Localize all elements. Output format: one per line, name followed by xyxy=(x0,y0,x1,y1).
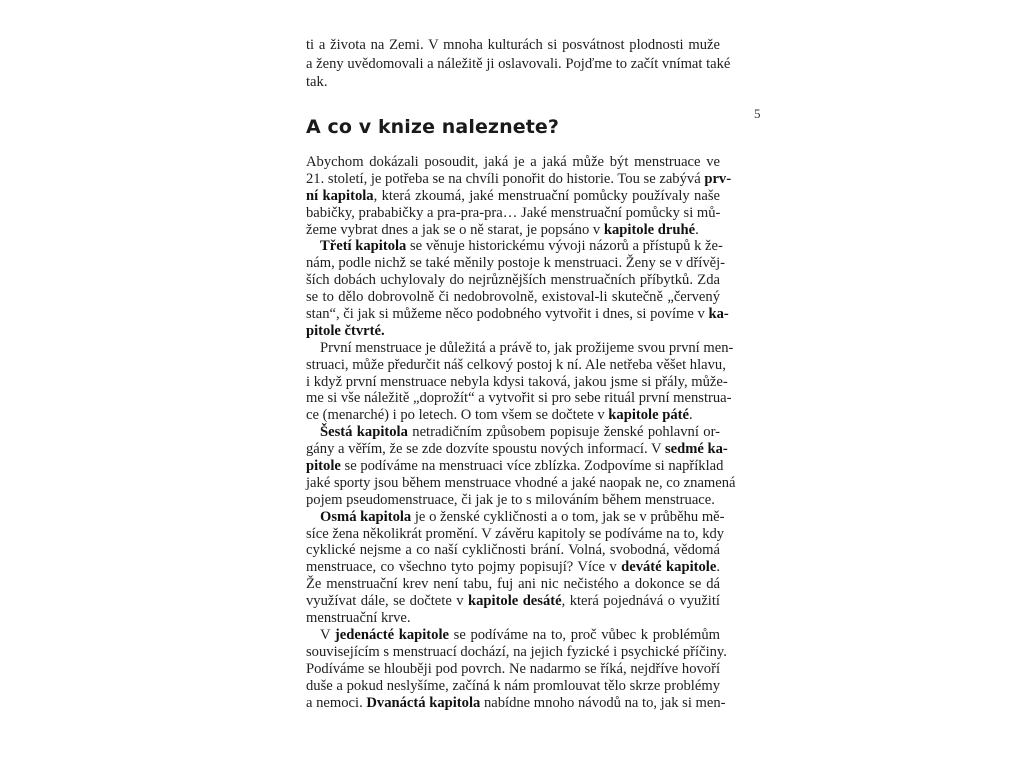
bold-chapter-reference: kapitole páté xyxy=(608,407,689,424)
bold-chapter-reference: prv- xyxy=(704,170,732,187)
text-line xyxy=(306,474,736,492)
bold-chapter-reference: Osmá kapitola xyxy=(320,508,412,525)
text-line xyxy=(306,559,720,576)
text-segment: a ženy uvědomovali a náležitě ji oslavovali. Pojďme to začít vnímat také xyxy=(306,55,731,72)
text-segment: a nemoci. xyxy=(306,694,367,711)
text-segment: síce žena několikrát promění. V závěru kapitoly se podíváme na to, kdy xyxy=(306,525,725,542)
bold-chapter-reference: pitole xyxy=(306,458,341,475)
text-line xyxy=(306,610,720,627)
text-segment: se podíváme na to, proč vůbec k problémům xyxy=(449,626,720,643)
text-line xyxy=(306,339,734,357)
bold-chapter-reference: deváté kapitole xyxy=(621,559,717,576)
bold-chapter-reference: kapitole druhé xyxy=(603,221,696,238)
text-line xyxy=(306,205,720,222)
text-segment: se to dělo dobrovolně či nedobrovolně, existoval-li skutečně „červený xyxy=(306,289,720,306)
text-line xyxy=(306,36,720,55)
section-body xyxy=(306,154,736,711)
text-segment: , která zkoumá, jaké menstruační pomůcky používaly naše xyxy=(373,187,720,204)
text-segment: menstruační krve. xyxy=(306,610,411,627)
text-segment: struaci, může předurčit náš celkový postoj k ní. Ale netřeba věšet hlavu, xyxy=(306,356,726,373)
text-segment: stan“, či jak si můžeme něco podobného vytvořit i dnes, si povíme v xyxy=(306,306,709,323)
text-segment: . xyxy=(716,559,720,576)
text-line xyxy=(306,323,720,340)
text-segment: babičky, prababičky a pra-pra-pra… Jaké menstruační pomůcky si mů- xyxy=(306,204,721,221)
bold-chapter-reference: Šestá kapitola xyxy=(320,424,408,441)
text-line xyxy=(306,407,720,424)
text-segment: se věnuje historickému vývoji názorů a přístupů k že- xyxy=(406,238,723,255)
text-line xyxy=(306,170,732,188)
text-line xyxy=(306,356,726,374)
text-segment: ti a života na Zemi. V mnoha kulturách si posvátnost plodnosti muže xyxy=(306,37,720,53)
bold-chapter-reference: Třetí kapitola xyxy=(320,238,407,255)
text-segment: gány a věřím, že se zde dozvíte spoustu nových informací. V xyxy=(306,441,665,458)
text-segment: duše a pokud neslyšíme, začíná k nám promlouvat tělo skrze problémy xyxy=(306,677,720,694)
text-line xyxy=(306,661,720,678)
text-segment: Abychom dokázali posoudit, jaká je a jaká může být menstruace ve xyxy=(306,154,720,170)
text-segment: je o ženské cykličnosti a o tom, jak se v průběhu mě- xyxy=(411,508,725,525)
text-segment: se podíváme na menstruaci více zblízka. Zodpovíme si například xyxy=(340,458,724,475)
text-line xyxy=(306,55,731,74)
text-segment: menstruace, co všechno tyto pojmy popisují? Více v xyxy=(306,559,622,576)
text-line xyxy=(306,306,729,323)
text-segment: me si vše náležitě „doprožít“ a vytvořit si pro sebe rituál první menstrua- xyxy=(306,390,732,407)
text-segment: tak. xyxy=(306,74,328,90)
text-line xyxy=(306,73,720,92)
text-segment: i když první menstruace nebyla kdysi taková, jakou jsme si přály, může- xyxy=(306,373,728,390)
text-line xyxy=(306,289,720,306)
text-segment: ších dobách uchylovaly do nejrůznějších menstruačních příbytků. Zda xyxy=(306,272,720,289)
bold-chapter-reference: kapitole desáté xyxy=(467,593,562,610)
bold-chapter-reference: Dvanáctá kapitola xyxy=(366,694,481,711)
text-line xyxy=(306,373,728,391)
text-segment: . xyxy=(688,407,693,424)
text-segment: nabídne mnoho návodů na to, jak si men- xyxy=(480,694,726,711)
text-segment: , která pojednává o využití xyxy=(561,593,720,610)
section-heading: A co v knize naleznete? xyxy=(306,116,559,138)
text-segment: jaké sporty jsou během menstruace vhodné a jaké naopak ne, co znamená xyxy=(306,474,736,491)
text-segment: nám, podle nichž se také měnily postoje k menstruaci. Ženy se v dřívěj- xyxy=(306,255,726,272)
text-line xyxy=(306,593,720,610)
text-line xyxy=(306,458,724,475)
bold-chapter-reference: ka- xyxy=(708,306,729,323)
text-line xyxy=(306,576,720,593)
text-line xyxy=(306,222,720,239)
page-number: 5 xyxy=(754,106,761,121)
text-segment: využívat dále, se dočtete v xyxy=(306,593,468,610)
text-segment: cyklické nejsme a co naší cykličnosti brání. Volná, svobodná, vědomá xyxy=(306,542,720,559)
bold-chapter-reference: pitole čtvrté. xyxy=(306,322,385,339)
text-line xyxy=(306,643,727,661)
text-segment: souvisejícím s menstruací dochází, na jejich fyzické i psychické příčiny. xyxy=(306,643,727,660)
text-segment: Že menstruační krev není tabu, fuj ani nic nečistého a dokonce se dá xyxy=(306,576,720,593)
text-segment: ce (menarché) i po letech. O tom všem se dočtete v xyxy=(306,407,609,424)
text-line xyxy=(306,508,725,526)
text-segment: netradičním způsobem popisuje ženské pohlavní or- xyxy=(407,424,721,441)
bold-chapter-reference: jedenácté kapitole xyxy=(334,626,449,643)
text-segment: žeme vybrat dnes a jak se o ně starat, je popsáno v xyxy=(306,221,604,238)
text-line xyxy=(306,441,728,458)
text-line xyxy=(306,492,720,509)
text-line xyxy=(306,627,720,644)
text-segment: . xyxy=(695,221,699,238)
text-line xyxy=(306,188,720,205)
intro-text-continuation xyxy=(306,36,731,92)
text-segment: Podíváme se hlouběji pod povrch. Ne nadarmo se říká, nejdříve hovoří xyxy=(306,660,720,677)
bold-chapter-reference: ní kapitola xyxy=(306,187,374,204)
text-line xyxy=(306,694,726,712)
text-line xyxy=(306,255,726,272)
bold-chapter-reference: sedmé ka- xyxy=(664,441,728,458)
text-segment: pojem pseudomenstruace, či jak je to s milováním během menstruace. xyxy=(306,491,715,508)
text-line xyxy=(306,678,720,695)
text-segment: V xyxy=(320,626,335,643)
text-line xyxy=(306,154,720,171)
text-line xyxy=(306,525,725,543)
text-line xyxy=(306,542,720,559)
text-line xyxy=(306,424,720,441)
text-segment: 21. století, je potřeba se na chvíli ponořit do historie. Tou se zabývá xyxy=(306,170,705,187)
text-segment: První menstruace je důležitá a právě to, jak prožijeme svou první men- xyxy=(320,339,734,356)
text-line xyxy=(306,238,723,255)
text-line xyxy=(306,390,732,407)
text-line xyxy=(306,272,720,289)
